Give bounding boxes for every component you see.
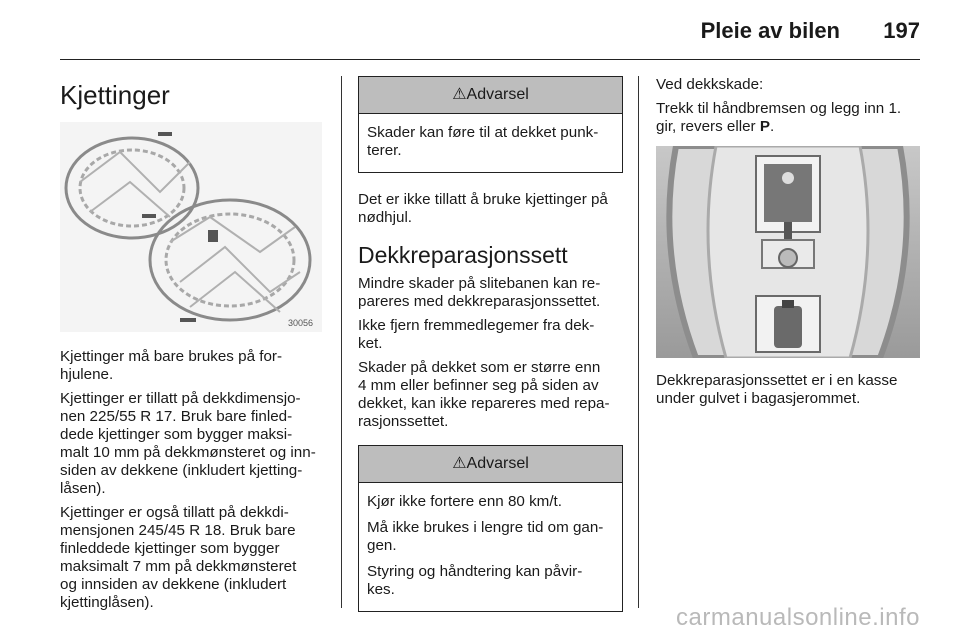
body-text: ket. [358, 335, 383, 352]
warning-header [359, 446, 622, 483]
body-text: og innsiden av dekkene (inkludert [60, 576, 287, 593]
body-text: Trekk til håndbremsen og legg inn 1. [656, 100, 902, 117]
body-text: gir, revers eller P. [656, 118, 775, 135]
header-rule [60, 59, 920, 60]
repair-kit-in-trunk-photo [656, 146, 920, 358]
warning-text: Kjør ikke fortere enn 80 km/t. [367, 493, 562, 510]
section-heading-repair-kit: Dekkreparasjonssett [358, 242, 568, 268]
warning-text: Styring og håndtering kan påvir- [367, 563, 583, 580]
body-text: dede kjettinger som bygger maksi- [60, 426, 293, 443]
warning-title: Advarsel [466, 455, 529, 472]
body-text: Ikke fjern fremmedlegemer fra dek- [358, 317, 595, 334]
body-text: nen 225/55 R 17. Bruk bare finled- [60, 408, 293, 425]
column-2 [358, 76, 623, 626]
warning-text: terer. [367, 142, 402, 159]
column-divider [638, 76, 639, 608]
warning-text: Må ikke brukes i lengre tid om gan- [367, 519, 604, 536]
snow-chains-illustration [60, 122, 322, 332]
body-text: Det er ikke tillatt å bruke kjettinger på [358, 191, 608, 208]
warning-title: Advarsel [466, 86, 529, 103]
warning-icon: ⚠ [452, 455, 467, 472]
warning-box [358, 76, 623, 173]
body-text: låsen). [60, 480, 106, 497]
warning-text: Skader kan føre til at dekket punk- [367, 124, 599, 141]
body-text: mensjonen 245/45 R 18. Bruk bare [60, 522, 296, 539]
warning-box [358, 445, 623, 612]
figure-number: 30056 [288, 318, 314, 328]
body-text: siden av dekkene (inkludert kjetting- [60, 462, 303, 479]
page-number: 197 [883, 18, 920, 43]
section-heading-kjettinger: Kjettinger [60, 80, 170, 110]
running-header-title: Pleie av bilen [700, 18, 840, 43]
warning-text: kes. [367, 581, 395, 598]
body-text: 4 mm eller befinner seg på siden av [358, 377, 599, 394]
body-text: dekket, kan ikke repareres med repa- [358, 395, 610, 412]
image-caption: under gulvet i bagasjerommet. [656, 390, 861, 407]
column-divider [341, 76, 342, 608]
column-1 [60, 76, 330, 618]
body-text: Ved dekkskade: [656, 76, 764, 93]
warning-text: gen. [367, 537, 397, 554]
warning-header [359, 77, 622, 114]
body-text: hjulene. [60, 366, 114, 383]
body-text: maksimalt 7 mm på dekkmønsteret [60, 558, 297, 575]
body-text: Mindre skader på slitebanen kan re- [358, 275, 601, 292]
body-text: Kjettinger må bare brukes på for- [60, 348, 283, 365]
body-text: Kjettinger er også tillatt på dekkdi- [60, 504, 289, 521]
body-text: rasjonssettet. [358, 413, 449, 430]
body-text: finleddede kjettinger som bygger [60, 540, 280, 557]
column-3 [656, 76, 920, 414]
body-text: nødhjul. [358, 209, 413, 226]
body-text: pareres med dekkreparasjonssettet. [358, 293, 601, 310]
body-text: kjettinglåsen). [60, 594, 154, 611]
watermark: carmanualsonline.info [676, 604, 920, 631]
body-text: Kjettinger er tillatt på dekkdimensjo- [60, 390, 301, 407]
body-text: Skader på dekket som er større enn [358, 359, 601, 376]
warning-icon: ⚠ [452, 86, 467, 103]
image-caption: Dekkreparasjonssettet er i en kasse [656, 372, 898, 389]
body-text: malt 10 mm på dekkmønsteret og inn- [60, 444, 316, 461]
